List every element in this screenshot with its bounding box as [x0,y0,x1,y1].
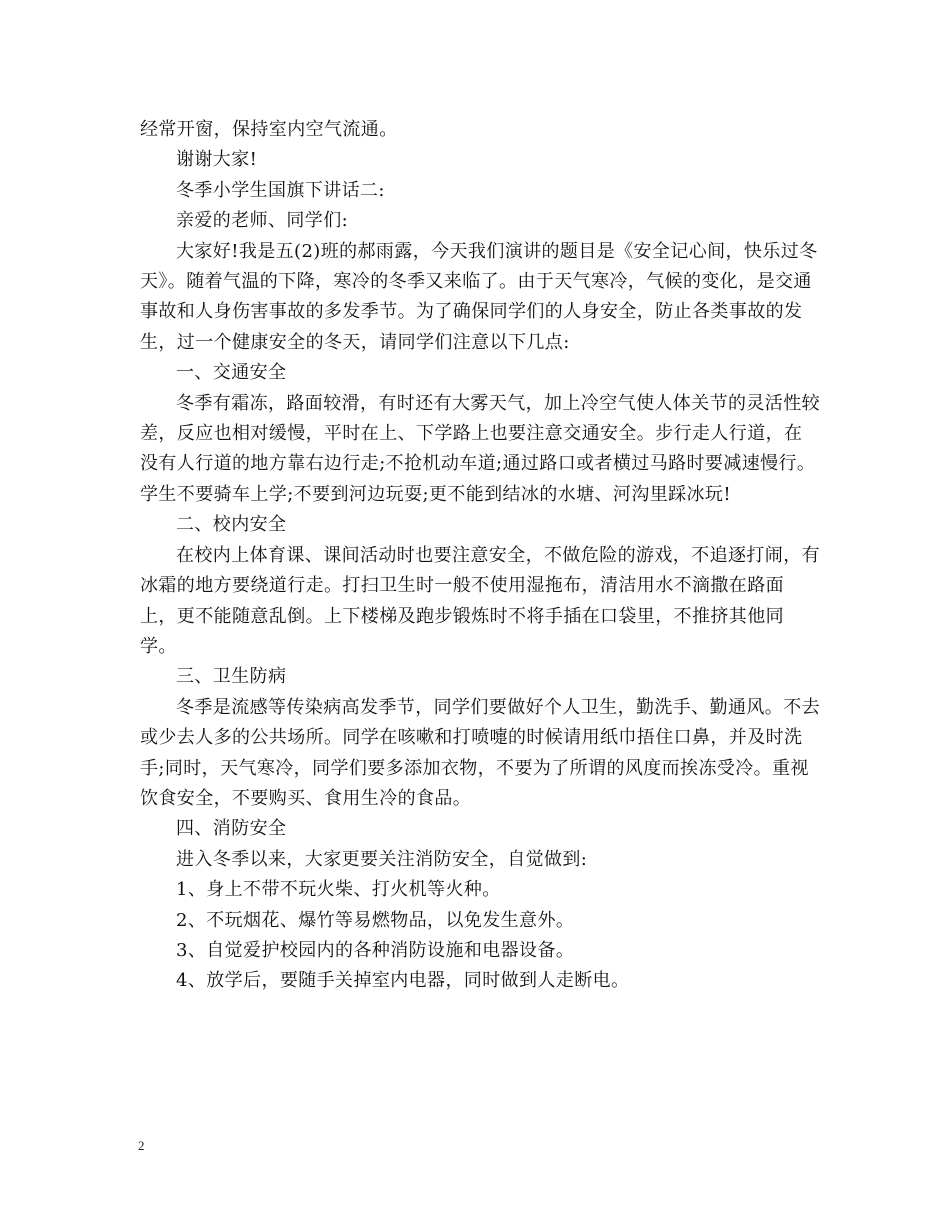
fire-safety-item: 2、不玩烟花、爆竹等易燃物品，以免发生意外。 [176,909,575,931]
campus-safety-paragraph: 在校内上体育课、课间活动时也要注意安全，不做危险的游戏，不追逐打闹，有冰霜的地方要绕道行走。打扫卫生时一般不使用湿拖布，清洁用水不滴撒在路面上，更不能随意乱倒。上下楼梯及跑步锻炼时不将手插在口袋里，不推挤其他同学。 [140,544,820,657]
health-paragraph: 冬季是流感等传染病高发季节，同学们要做好个人卫生，勤洗手、勤通风。不去或少去人多的公共场所。同学在咳嗽和打喷嚏的时候请用纸巾捂住口鼻，并及时洗手;同时，天气寒冷，同学们要多添加衣物，不要为了所谓的风度而挨冻受冷。重视饮食安全，不要购买、食用生冷的食品。 [140,696,820,809]
introduction-paragraph: 大家好!我是五(2)班的郝雨露，今天我们演讲的题目是《安全记心间，快乐过冬天》。随着气温的下降，寒冷的冬季又来临了。由于天气寒冷，气候的变化，是交通事故和人身伤害事故的多发季节。为了确保同学们的人身安全，防止各类事故的发生，过一个健康安全的冬天，请同学们注意以下几点: [140,240,818,353]
fire-safety-intro: 进入冬季以来，大家更要关注消防安全，自觉做到: [176,848,588,870]
greeting-line: 亲爱的老师、同学们: [176,210,349,232]
fire-safety-item: 4、放学后，要随手关掉室内电器，同时做到人走断电。 [176,970,630,992]
traffic-safety-paragraph: 冬季有霜冻，路面较滑，有时还有大雾天气，加上冷空气使人体关节的灵活性较差，反应也相对缓慢，平时在上、下学路上也要注意交通安全。步行走人行道，在没有人行道的地方靠右边行走;不抢机动车道;通过路口或者横过马路时要减速慢行。学生不要骑车上学;不要到河边玩耍;更不能到结冰的水塘、河沟里踩冰玩! [140,392,820,505]
section-heading-traffic-safety: 一、交通安全 [176,362,287,384]
section-heading-health: 三、卫生防病 [176,666,287,688]
document-body [140,115,820,997]
paragraph-continuation: 经常开窗，保持室内空气流通。 [140,119,398,140]
section-heading-fire-safety: 四、消防安全 [176,818,287,840]
speech-title: 冬季小学生国旗下讲话二: [176,179,385,201]
fire-safety-item: 1、身上不带不玩火柴、打火机等火种。 [176,879,501,901]
fire-safety-item: 3、自觉爱护校园内的各种消防设施和电器设备。 [176,939,575,961]
page-number: 2 [138,1138,145,1153]
thanks-line: 谢谢大家! [176,149,258,171]
section-heading-campus-safety: 二、校内安全 [176,514,287,536]
